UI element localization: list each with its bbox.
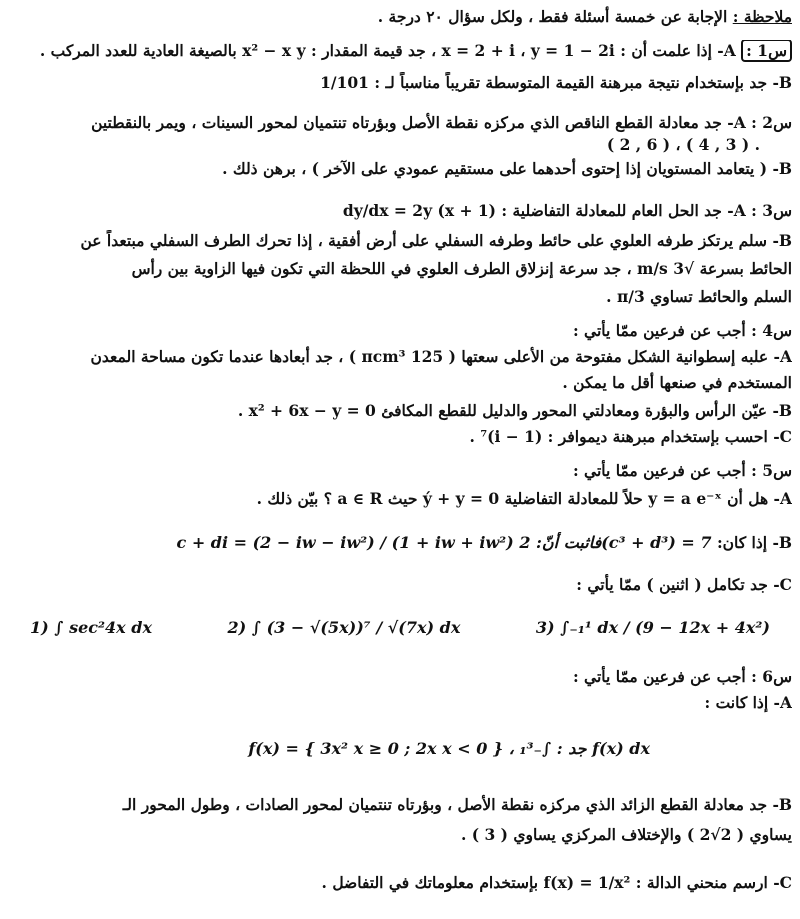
q3-part-b-line2 bbox=[8, 258, 792, 280]
q5-part-b bbox=[8, 532, 792, 554]
q2-number: س2 : bbox=[751, 113, 792, 132]
q2-b-text: B- ( يتعامد المستويان إذا إحتوى أحدهما على مستقيم عمودي على الآخر ) ، برهن ذلك . bbox=[222, 159, 792, 178]
q3-b-line1: B- سلم يرتكز طرفه العلوي على حائط وطرفه السفلي على أرض أفقية ، إذا تحرك الطرف السفلي مبتعداً عن bbox=[80, 231, 792, 250]
q2-a-line1: A- جد معادلة القطع الناقص الذي مركزه نقطة الأصل وبؤرتاه تنتميان لمحور السينات ، ويمر بالنقطتين bbox=[91, 113, 746, 132]
q4-a-line1: A- علبه إسطوانية الشكل مفتوحة من الأعلى سعتها ( 125 πcm³ ) ، جد أبعادها عندما تكون مساحة المعدن bbox=[90, 347, 792, 366]
q2-part-a bbox=[8, 112, 792, 134]
q5-number: س5 : bbox=[751, 461, 792, 480]
q4-a-line2: المستخدم في صنعها أقل ما يمكن . bbox=[562, 373, 792, 392]
q5-b-label: B- إذا كان: bbox=[716, 533, 792, 552]
q5-integrals-row bbox=[30, 618, 770, 637]
q5-b-equation: c + di = (2 − iw − iw²) / (1 + iw + iw²) فاثبت أنّ: 2(c³ + d³) = 7 bbox=[176, 533, 712, 552]
q6-intro: أجب عن فرعين ممّا يأتي : bbox=[572, 667, 746, 686]
q1-part-b bbox=[8, 72, 792, 94]
note-label: ملاحظة : bbox=[732, 7, 792, 26]
q4-part-a-line1 bbox=[8, 346, 792, 368]
q4-intro: أجب عن فرعين ممّا يأتي : bbox=[572, 321, 746, 340]
q5-integral-2: 2) ∫ (3 − √(5x))⁷ / √(7x) dx bbox=[227, 618, 461, 637]
q5-integral-1: 1) ∫ sec²4x dx bbox=[30, 618, 153, 637]
q6-b-line2: يساوي ( 2√2 ) والإختلاف المركزي يساوي ( 3 ) . bbox=[460, 825, 792, 844]
q4-b-text: B- عيّن الرأس والبؤرة ومعادلتي المحور والدليل للقطع المكافئ x² + 6x − y = 0 . bbox=[237, 401, 792, 420]
q3-number: س3 : bbox=[751, 201, 792, 220]
q6-part-a bbox=[8, 692, 792, 714]
q3-part-b-line3 bbox=[8, 286, 792, 308]
q6-part-b-line2 bbox=[8, 824, 792, 846]
q6-a-text: A- إذا كانت : bbox=[704, 693, 792, 712]
q6-b-line1: B- جد معادلة القطع الزائد الذي مركزه نقطة الأصل ، وبؤرتاه تنتميان لمحور الصادات ، وطول المحور الـ bbox=[122, 795, 792, 814]
q1-number: س1 : bbox=[741, 40, 792, 62]
q1-b-text: B- جد بإستخدام نتيجة مبرهنة القيمة المتوسطة تقريباً مناسباً لـ : 1/101 bbox=[320, 73, 792, 92]
note-text: الإجابة عن خمسة أسئلة فقط ، ولكل سؤال ٢٠ درجة . bbox=[377, 7, 728, 26]
exam-note bbox=[8, 6, 792, 28]
q4-number: س4 : bbox=[751, 321, 792, 340]
q5-a-text: A- هل أن y = a e⁻ˣ حلاً للمعادلة التفاضلية ý + y = 0 حيث a ∈ R ؟ بيّن ذلك . bbox=[256, 489, 792, 508]
q6-part-b-line1 bbox=[8, 794, 792, 816]
q3-b-line3: السلم والحائط تساوي π/3 . bbox=[606, 287, 792, 306]
q6-a-function bbox=[8, 738, 650, 760]
q3-part-a bbox=[8, 200, 792, 222]
q3-b-line2: الحائط بسرعة √3 m/s ، جد سرعة إنزلاق الطرف العلوي في اللحظة التي تكون فيها الزاوية بين رأس bbox=[131, 259, 792, 278]
q5-intro: أجب عن فرعين ممّا يأتي : bbox=[572, 461, 746, 480]
q3-part-b-line1 bbox=[8, 230, 792, 252]
q5-header bbox=[8, 460, 792, 482]
q4-c-text: C- احسب بإستخدام مبرهنة ديموافر : (1 − i)⁷ . bbox=[469, 427, 792, 446]
q6-part-c bbox=[8, 872, 792, 894]
q2-a-points bbox=[8, 134, 760, 156]
q5-integral-3: 3) ∫₋₁¹ dx / (9 − 12x + 4x²) bbox=[535, 618, 770, 637]
q3-a-text: A- جد الحل العام للمعادلة التفاضلية : (x + 1) dy/dx = 2y bbox=[342, 201, 746, 220]
q6-header bbox=[8, 666, 792, 688]
q4-part-b bbox=[8, 400, 792, 422]
q1-a-text: A- إذا علمت أن : x = 2 + i ، y = 1 − 2i ، جد قيمة المقدار : x² − x y بالصيغة العادية للعدد المركب . bbox=[39, 41, 736, 60]
q6-c-text: C- ارسم منحني الدالة : f(x) = 1/x² بإستخدام معلوماتك في التفاضل . bbox=[321, 873, 792, 892]
q4-header bbox=[8, 320, 792, 342]
q6-number: س6 : bbox=[751, 667, 792, 686]
q5-part-c bbox=[8, 574, 792, 596]
q4-part-c bbox=[8, 426, 792, 448]
q5-part-a bbox=[8, 488, 792, 510]
q1-part-a bbox=[8, 40, 792, 62]
q5-c-text: C- جد تكامل ( اثنين ) ممّا يأتي : bbox=[576, 575, 792, 594]
q2-a-line2: . ( 3 , 4 ) ، ( 6 , 2 ) bbox=[606, 135, 760, 154]
q4-part-a-line2 bbox=[8, 372, 792, 394]
q6-a-func: f(x) = { 3x² x ≥ 0 ; 2x x < 0 } ، جد : ∫₋₁³ f(x) dx bbox=[248, 739, 650, 758]
q2-part-b bbox=[8, 158, 792, 180]
